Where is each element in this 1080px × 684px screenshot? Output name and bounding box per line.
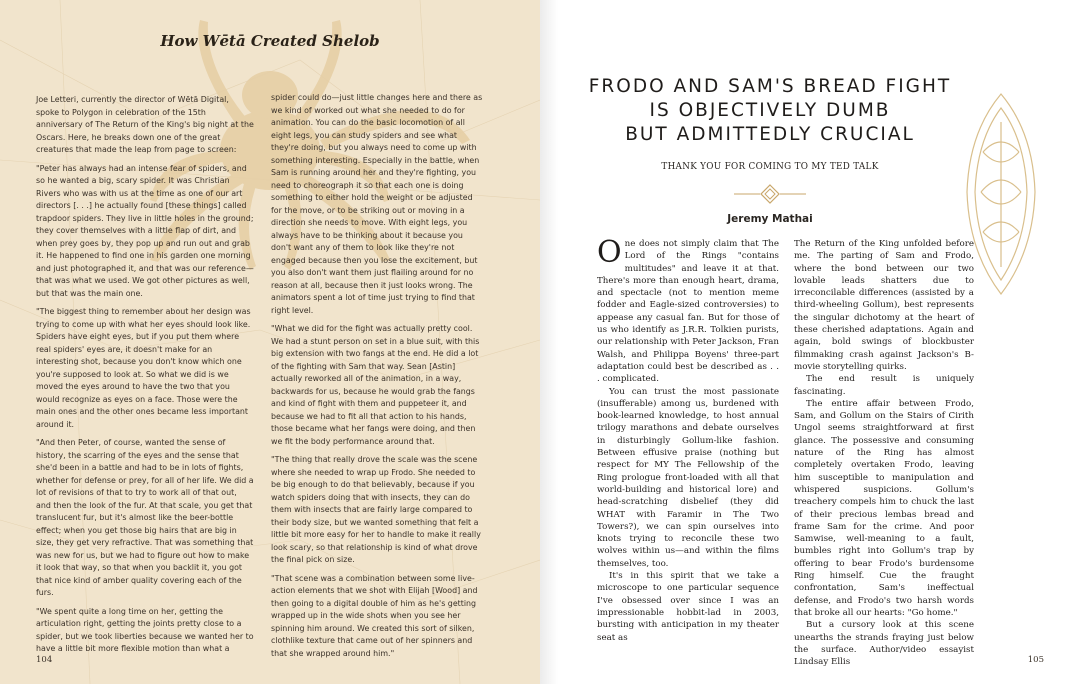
page-number-right: 105 [1027, 655, 1044, 665]
sidebar-column-1 [36, 94, 254, 662]
article-paragraph-text: ne does not simply claim that The Lord of the Rings "contains multitudes" and leave it at that. There's more than enough heart, drama, and spectacle (not to mention meme fodder and Eagle-sized controversies) to appease any casual fan. But for those of us who identify as J.R.R. Tolkien purists, our relationship with Peter Jackson, Fran Walsh, and Philippa Boyens' three-part adaptation could best be described as . . . complicated. [597, 239, 780, 385]
page-number-left: 104 [36, 655, 53, 665]
drop-cap: O [597, 235, 622, 270]
article-paragraph: You can trust the most passionate (insufferable) among us, burdened with book-learned knowledge, to host annual trilogy marathons and debate ourselves in disturbingly Gollum-like fashion. Between effusive praise (nothing but respect for MY The Fellowship of the Ring prologue front-loaded with all that world-building and historical lore) and head-scratching disbelief (they did WHAT with Faramir in The Two Towers?), we can spin ourselves into knots trying to reconcile these two wolves within us—and within the films themselves, too. [597, 386, 779, 569]
article-deck: THANK YOU FOR COMING TO MY TED TALK [661, 162, 879, 172]
article-headline [580, 75, 960, 147]
gutter-shadow [540, 0, 558, 684]
article-paragraph: But a cursory look at this scene unearths the strands fraying just below the surface. Author/video essayist Lindsay Ellis [794, 620, 974, 668]
sidebar-paragraph: "The biggest thing to remember about her design was trying to come up with what her eyes should look like. Spiders have eight eyes, but if you put them where real spiders' eyes are, it doesn't make for an interesting shot, because you don't know which one you're supposed to look at. So what we did is we moved the eyes around to have the two that you would recognize as eyes on a face. Those were the main ones and the other ones became less important around it. [36, 307, 251, 429]
diamond-divider-icon [734, 182, 806, 206]
sidebar-paragraph: "Peter has always had an intense fear of spiders, and so he wanted a big, scary spider. It was Christian Rivers who was with us at the time as one of our art directors [. . .] he actually found [these things] called trapdoor spiders. They live in little holes in the ground; they cover themselves with a little flap of dirt, and when prey goes by, they pop up and run out and grab it. He happened to find one in his garden one morning and just photographed it, and that was our reference—that was what we used. We got other pictures as well, but that was the main one. [36, 163, 254, 298]
sidebar-paragraph: Joe Letteri, currently the director of Wētā Digital, spoke to Polygon in celebration of the 15th anniversary of The Return of the King's big night at the Oscars. Here, he breaks down one of the great creatures that made the leap from page to screen: [36, 95, 254, 154]
sidebar-paragraph: "We spent quite a long time on her, getting the articulation right, getting the joints pretty close to a spider, but we took liberties because we wanted her to have a little bit more flexible motion than what a [36, 606, 254, 653]
headline-line: BUT ADMITTEDLY CRUCIAL [625, 124, 915, 145]
headline-line: IS OBJECTIVELY DUMB [649, 100, 891, 121]
celtic-knot-ornament-icon [953, 92, 1049, 296]
sidebar-column-2 [271, 92, 485, 666]
article-paragraph: It's in this spirit that we take a microscope to one particular sequence I've obsessed over since I was an impressionable hobbit-lad in 2003, bursting with anticipation in my theater seat as [597, 571, 779, 643]
article-column-2 [794, 238, 974, 668]
sidebar-paragraph: "The thing that really drove the scale was the scene where she needed to wrap up Frodo. She needed to be big enough to do that believably, because if you watch spiders doing that with insects, they can do them with insects that are fairly large compared to their body size, but we wanted something that felt a little bit more easy for her to handle to make it really look scary, so that relationship is kind of what drove the final pick on size. [271, 455, 481, 564]
headline-line: FRODO AND SAM'S BREAD FIGHT [588, 76, 952, 97]
article-column-1 [597, 235, 780, 644]
sidebar-title: How Wētā Created Shelob [160, 32, 380, 50]
article-paragraph: The end result is uniquely fascinating. [794, 374, 974, 397]
right-page [540, 0, 1080, 684]
article-paragraph: The entire affair between Frodo, Sam, and Gollum on the Stairs of Cirith Ungol seems straightforward at first glance. The possessive and consuming nature of the Ring has almost completely overtaken Frodo, leaving him susceptible to manipulation and whispered suspicions. Gollum's treachery compels him to chuck the last of their precious lembas bread and frame Sam for the crime. And poor Samwise, well-meaning to a fault, bumbles right into Gollum's trap by offering to bear Frodo's burdensome Ring himself. Cue the fraught confrontation, Sam's ineffectual defense, and Frodo's two harsh words that broke all our hearts: "Go home." [794, 398, 974, 618]
article-byline: Jeremy Mathai [727, 213, 813, 225]
sidebar-paragraph: spider could do—just little changes here and there as we kind of worked out what she needed to do for animation. You can do the basic locomotion of all eight legs, you can study spiders and see what they're doing, but you always need to come up with something interesting. Especially in the battle, when Sam is running around her and they're fighting, you need to choreograph it so that each one is doing something to either hold the weight or be adjusted for the move, or to be striking out or moving in a direction she needs to move. With eight legs, you always have to be thinking about it because you don't want any of them to look like they're not engaged because then you lose the excitement, but you also don't want them just flailing around for no reason at all, because then it just looks wrong. The animators spent a lot of time just trying to find that right level. [271, 93, 483, 315]
article-paragraph: The Return of the King unfolded before me. The parting of Sam and Frodo, where the bond between our two lovable leads shatters due to irreconcilable differences (assisted by a third-wheeling Gollum), best represents the singular dichotomy at the heart of these cherished adaptations. Again and again, bold swings of blockbuster filmmaking crash against Jackson's B-movie storytelling quirks. [794, 239, 974, 372]
sidebar-paragraph: "What we did for the fight was actually pretty cool. We had a stunt person on set in a blue suit, with this big extension with two fangs at the end. He did a lot of the fighting with Sam that way. Sean [Astin] actually reworked all of the animation, in a way, backwards for us, because he would grab the fangs and kind of fight with them and puppeteer it, and because we had to fit all that action to his hands, those became what her fangs were doing, and then we fit the body performance around that. [271, 324, 480, 446]
sidebar-paragraph: "And then Peter, of course, wanted the sense of history, the scarring of the eyes and the sense that she'd been in a battle and had to be in lots of fights, whether for defense or prey, for all of her life. We did a lot of revisions of that to try to work all of that out, and then the look of the fur. At that scale, you get that translucent fur, but it's almost like the beer-bottle effect; when you get those big hairs that are big in size, they get very refractive. That was something that was new for us, but we had to figure out how to make it look that way, so that when you backlit it, you got that nice kind of amber quality covering each of the furs. [36, 438, 254, 597]
sidebar-paragraph: "That scene was a combination between some live-action elements that we shot with Elijah [Wood] and then going to a digital double of him as he's getting wrapped up in the wide shots when you see her spinning him around. We created this sort of silken, clothlike texture that came out of her spinners and that she wrapped around him." [271, 573, 478, 658]
article-paragraph [597, 235, 780, 386]
